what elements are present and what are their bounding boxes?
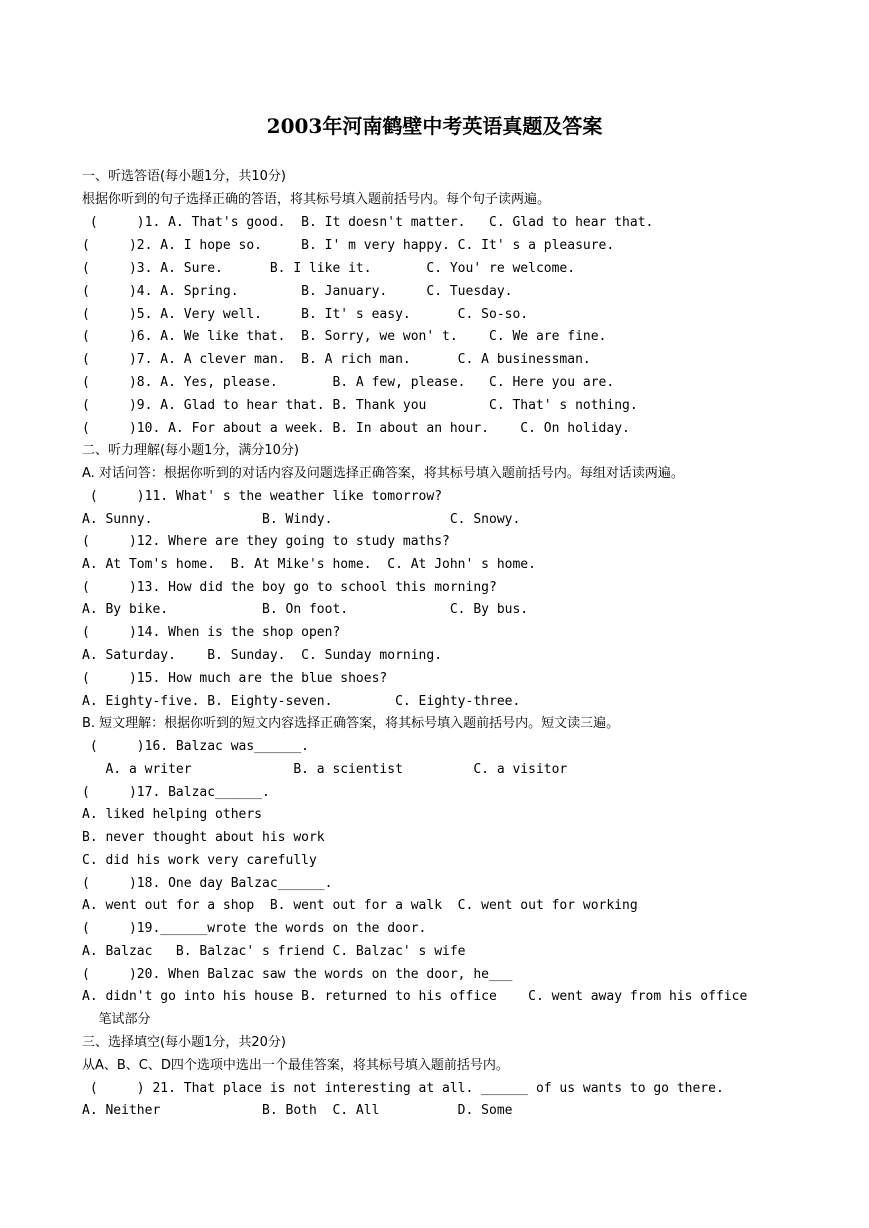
text-line: ( )2. A. I hope so. B. I' m very happy. C. It' s a pleasure. (82, 238, 615, 253)
text-line: B. never thought about his work (82, 830, 325, 845)
text-line: ( )17. Balzac______. (82, 785, 270, 800)
text-line: ( )19.______wrote the words on the door. (82, 921, 427, 936)
page-title: 2003年河南鹤壁中考英语真题及答案 (266, 114, 603, 138)
text-line: ( )1. A. That's good. B. It doesn't matter. C. Glad to hear that. (82, 215, 654, 230)
text-line: A. went out for a shop B. went out for a walk C. went out for working (82, 898, 638, 913)
text-line: A. Eighty-five. B. Eighty-seven. C. Eighty-three. (82, 694, 521, 709)
text-line: ( ) 21. That place is not interesting at all. ______ of us wants to go there. (82, 1081, 724, 1096)
text-line: A. Neither B. Both C. All D. Some (82, 1103, 513, 1118)
text-line: 一、听选答语(每小题1分，共10分) (82, 169, 286, 184)
text-line: A. At Tom's home. B. At Mike's home. C. At John' s home. (82, 557, 536, 572)
text-line: ( )4. A. Spring. B. January. C. Tuesday. (82, 284, 513, 299)
text-line: 笔试部分 (82, 1012, 151, 1027)
text-line: ( )15. How much are the blue shoes? (82, 671, 388, 686)
text-line: ( )10. A. For about a week. B. In about an hour. C. On holiday. (82, 421, 630, 436)
text-line: A. Sunny. B. Windy. C. Snowy. (82, 512, 521, 527)
text-line: C. did his work very carefully (82, 853, 317, 868)
text-line: A. didn't go into his house B. returned to his office C. went away from his office (82, 989, 748, 1004)
text-line: ( )3. A. Sure. B. I like it. C. You' re welcome. (82, 261, 576, 276)
text-line: ( )18. One day Balzac______. (82, 876, 333, 891)
text-line: ( )20. When Balzac saw the words on the door, he___ (82, 967, 513, 982)
text-line: 二、听力理解(每小题1分，满分10分) (82, 443, 299, 458)
text-line: A. Balzac B. Balzac' s friend C. Balzac' s wife (82, 944, 466, 959)
text-line: 从A、B、C、D四个选项中选出一个最佳答案，将其标号填入题前括号内。 (82, 1058, 509, 1073)
text-line: 根据你听到的句子选择正确的答语，将其标号填入题前括号内。每个句子读两遍。 (82, 192, 551, 207)
text-line: ( )14. When is the shop open? (82, 625, 341, 640)
text-line: ( )12. Where are they going to study maths? (82, 534, 450, 549)
text-line: 三、选择填空(每小题1分，共20分) (82, 1035, 286, 1050)
text-line: A. liked helping others (82, 807, 263, 822)
text-line: ( )8. A. Yes, please. B. A few, please. C. Here you are. (82, 375, 615, 390)
text-line: ( )5. A. Very well. B. It' s easy. C. So-so. (82, 307, 529, 322)
text-line: ( )16. Balzac was______. (82, 739, 309, 754)
text-line: A. 对话问答：根据你听到的对话内容及问题选择正确答案，将其标号填入题前括号内。每组对话读两遍。 (82, 466, 684, 481)
text-line: ( )11. What' s the weather like tomorrow? (82, 489, 443, 504)
text-line: B. 短文理解：根据你听到的短文内容选择正确答案，将其标号填入题前括号内。短文读三遍。 (82, 716, 620, 731)
text-line: ( )7. A. A clever man. B. A rich man. C. A businessman. (82, 352, 591, 367)
text-line: ( )9. A. Glad to hear that. B. Thank you C. That' s nothing. (82, 398, 638, 413)
text-line: A. Saturday. B. Sunday. C. Sunday morning. (82, 648, 443, 663)
text-line: A. a writer B. a scientist C. a visitor (82, 762, 568, 777)
text-line: A. By bike. B. On foot. C. By bus. (82, 602, 529, 617)
text-line: ( )6. A. We like that. B. Sorry, we won' t. C. We are fine. (82, 329, 607, 344)
text-line: ( )13. How did the boy go to school this morning? (82, 580, 497, 595)
